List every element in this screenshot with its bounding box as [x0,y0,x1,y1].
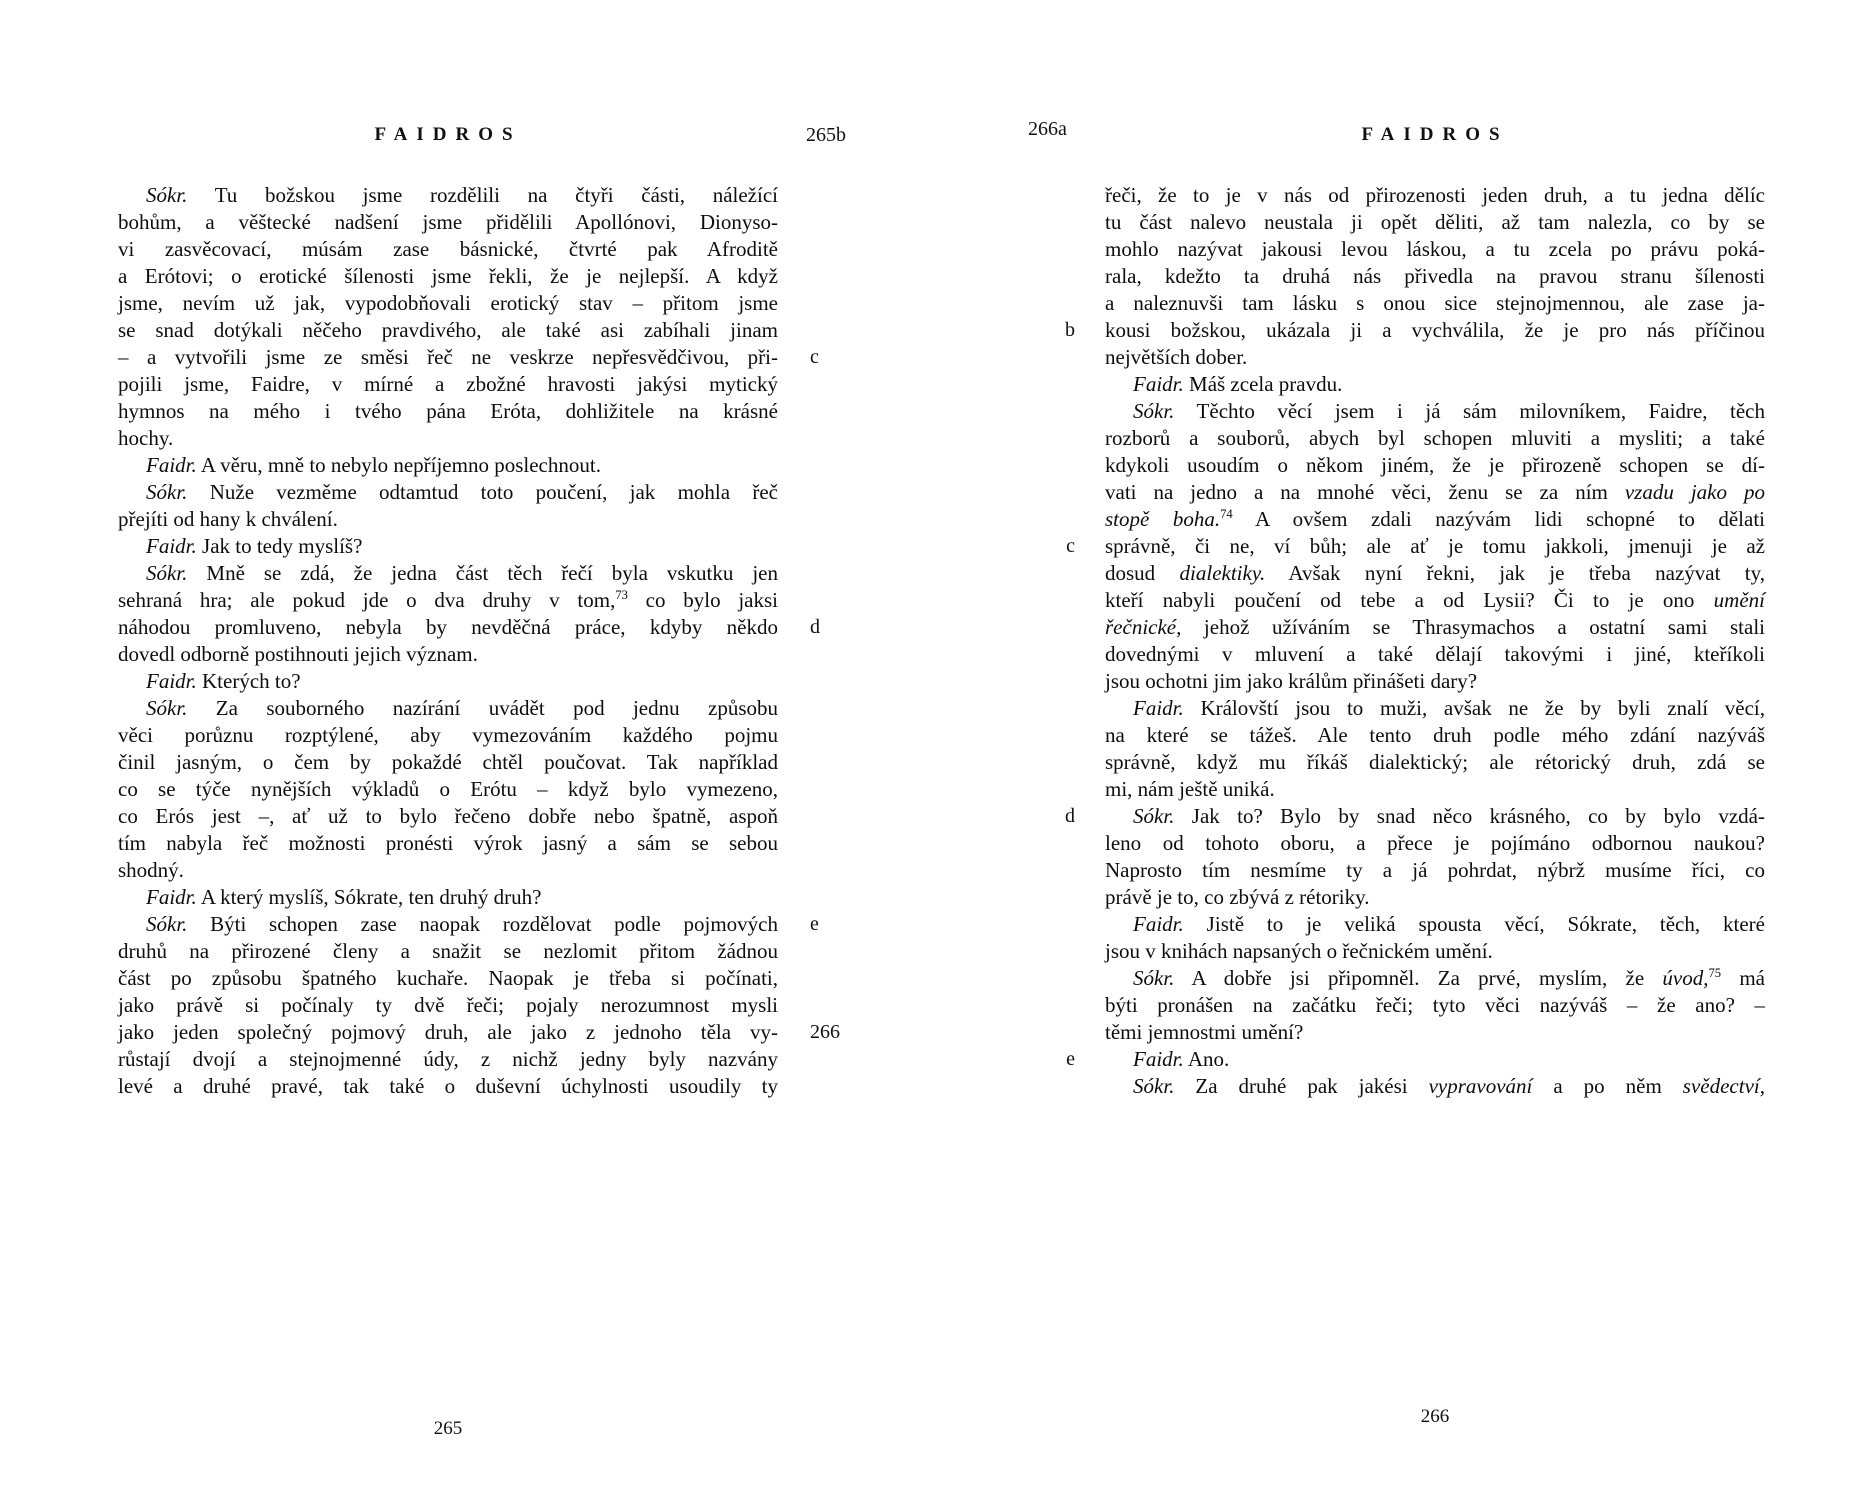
text-segment: Za souborného nazírání uvádět pod jednu způsobu [187,696,778,720]
text-segment: věci porůznu rozptýlené, aby vymezováním každého pojmu [118,723,778,747]
text-line [1105,344,1765,371]
text-segment: leno od tohoto oboru, a přece je pojímáno odbornou naukou? [1105,831,1765,855]
text-segment: růstají dvojí a stejnojmenné údy, z nichž jedny byly nazvány [118,1047,778,1071]
text-line [1105,479,1765,506]
text-segment: býti pronášen na začátku řeči; tyto věci nazýváš – že ano? – [1105,993,1765,1017]
text-line [118,533,778,560]
text-line [1105,911,1765,938]
text-block-right [1065,182,1766,1100]
text-segment: Kterých to? [196,669,301,693]
text-segment: Faidr. [1133,372,1184,396]
page-number-right: 266 [1420,1406,1450,1427]
text-line [118,317,778,344]
text-segment: jsou ochotni jim jako králům přinášeti dary? [1105,669,1478,693]
text-segment: A dobře jsi připomněl. Za prvé, myslím, že [1174,966,1663,990]
text-segment: Sókr. [146,183,188,207]
text-line [1105,587,1765,614]
text-segment: náhodou promluveno, nebyla by nevděčná práce, kdyby někdo [118,615,778,639]
text-line [118,506,778,533]
text-segment: stopě boha. [1105,507,1221,531]
text-line [1105,452,1765,479]
text-segment: Máš zcela pravdu. [1183,372,1343,396]
text-segment: jako právě si počínaly ty dvě řeči; pojaly nerozumnost mysli [118,993,778,1017]
text-line [1105,938,1765,965]
text-line [118,938,778,965]
text-segment: bohům, a věštecké nadšení jsme přidělili Apollónovi, Dionyso- [118,210,778,234]
text-segment: dosud [1105,561,1180,585]
text-segment: část po způsobu špatného kuchaře. Naopak je třeba si počínati, [118,966,778,990]
stephanus-margin-marker: d [1065,805,1075,827]
text-segment: Faidr. [146,669,197,693]
text-segment: Faidr. [146,885,197,909]
text-segment: mi, nám ještě uniká. [1105,777,1275,801]
text-segment: úvod, [1662,966,1709,990]
text-line [118,452,778,479]
text-segment: Faidr. [1133,912,1184,936]
text-segment: správně, když mu říkáš dialektický; ale rétorický druh, zdá se [1105,750,1765,774]
text-segment: vypravování [1428,1074,1533,1098]
text-line [1105,749,1765,776]
text-segment: řečnické, [1105,615,1182,639]
text-line [1105,1019,1765,1046]
text-segment: jehož užíváním se Thrasymachos a ostatní sami stali [1181,615,1765,639]
stephanus-ref-right: 266a [1028,118,1067,140]
text-segment: hymnos na mého i tvého pána Eróta, dohližitele na krásné [118,399,778,423]
text-segment: Jak to? Bylo by snad něco krásného, co by bylo vzdá- [1174,804,1765,828]
text-segment: Faidr. [146,534,197,558]
text-segment: mohlo nazývat jakousi levou láskou, a tu zcela po právu poká- [1105,237,1765,261]
text-line [118,344,819,371]
text-line [1105,965,1765,992]
text-segment: Sókr. [1133,804,1175,828]
text-line [118,371,778,398]
text-line [118,479,778,506]
text-segment: kousi božskou, ukázala ji a vychválila, že je pro nás příčinou [1105,318,1765,342]
text-segment: Královští jsou to muži, avšak ne že by byli znalí věcí, [1183,696,1765,720]
text-line [118,398,778,425]
text-segment: jsou v knihách napsaných o řečnickém umění. [1105,939,1493,963]
text-segment: Sókr. [1133,1074,1175,1098]
text-line [1105,722,1765,749]
text-line [1105,425,1765,452]
text-line [1066,533,1765,560]
text-line [1105,371,1765,398]
text-line [118,965,778,992]
stephanus-margin-marker: 266 [810,1021,840,1043]
stephanus-margin-marker: d [810,616,820,638]
text-line [118,290,778,317]
text-segment: a naleznuvši tam lásku s onou sice stejnojmennou, ale zase ja- [1105,291,1765,315]
text-line [1105,236,1765,263]
text-segment: vati na jedno a na mnohé věci, ženu se za ním [1105,480,1625,504]
text-segment: řeči, že to je v nás od přirozenosti jeden druh, a tu jedna dělíc [1105,183,1765,207]
text-segment: na které se tážeš. Ale tento druh podle mého zdání nazýváš [1105,723,1765,747]
text-segment: tu část nalevo neustala ji opět děliti, až tam nalezla, co by se [1105,210,1765,234]
running-head-right: FAIDROS [1361,124,1509,145]
text-line [1105,776,1765,803]
text-line [1105,263,1765,290]
footnote-reference: 74 [1220,507,1233,521]
text-line [1105,182,1765,209]
text-line [118,182,778,209]
text-segment: kteří nabyli poučení od tebe a od Lysii? Či to je ono [1105,588,1714,612]
text-line [118,803,778,830]
text-line [118,857,778,884]
text-line [118,776,778,803]
text-block-left [118,182,840,1100]
text-segment: jako jeden společný pojmový druh, ale jako z jednoho těla vy- [118,1020,778,1044]
text-line [1105,857,1765,884]
text-segment: Za druhé pak jakési [1174,1074,1429,1098]
text-segment: Naprosto tím nesmíme ty a já pohrdat, nýbrž musíme říci, co [1105,858,1765,882]
text-segment: co Erós jest –, ať už to bylo řečeno dobře nebo špatně, aspoň [118,804,778,828]
text-line [1105,695,1765,722]
text-segment: svědectví, [1682,1074,1765,1098]
text-line [118,1046,778,1073]
text-segment: Býti schopen zase naopak rozdělovat podle pojmových [187,912,778,936]
text-segment: co se týče nynějších výkladů o Erótu – když bylo vymezeno, [118,777,778,801]
stephanus-margin-marker: e [1066,1048,1075,1070]
text-segment: tím nabyla řeč možnosti pronésti výrok jasný a sám se sebou [118,831,778,855]
text-segment: co bylo jaksi [627,588,778,612]
text-line [1105,641,1765,668]
text-segment: sehraná hra; ale pokud jde o dva druhy v tom, [118,588,616,612]
text-line [118,695,778,722]
text-line [118,263,778,290]
stephanus-margin-marker: b [1065,319,1075,341]
text-segment: činil jasným, o čem by pokaždé chtěl poučovat. Tak například [118,750,778,774]
text-segment: Faidr. [1133,696,1184,720]
stephanus-margin-marker: e [810,913,819,935]
text-line [118,641,778,668]
text-line [1105,209,1765,236]
stephanus-margin-marker: c [1066,535,1075,557]
text-segment: Mně se zdá, že jedna část těch řečí byla vskutku jen [187,561,778,585]
text-line [118,209,778,236]
text-line [118,722,778,749]
text-segment: A věru, mně to nebylo nepříjemno poslechnout. [196,453,601,477]
text-line [118,830,778,857]
text-line [1105,830,1765,857]
text-segment: a Erótovi; o erotické šílenosti jsme řekli, že je nejlepší. A když [118,264,778,288]
text-segment: a po něm [1532,1074,1683,1098]
text-segment: dialektiky. [1179,561,1266,585]
text-line [1065,317,1765,344]
text-segment: Faidr. [146,453,197,477]
text-line [118,587,778,614]
text-segment: Jistě to je veliká spousta věcí, Sókrate, těch, které [1183,912,1765,936]
text-line [1105,668,1765,695]
text-line [118,560,778,587]
text-line [1105,290,1765,317]
text-segment: jsme, nevím už jak, vypodobňovali erotický stav – přitom jsme [118,291,778,315]
text-line [1065,803,1765,830]
text-line [1105,506,1765,533]
text-segment: přejíti od hany k chválení. [118,507,338,531]
text-segment: se snad dotýkali něčeho pravdivého, ale také asi zabíhali jinam [118,318,778,342]
text-segment: Sókr. [1133,966,1175,990]
text-segment: Jak to tedy myslíš? [196,534,363,558]
text-segment: vzadu jako po [1624,480,1765,504]
text-segment: A který myslíš, Sókrate, ten druhý druh? [196,885,542,909]
text-segment: dovedl odborně postihnouti jejich význam. [118,642,478,666]
text-line [118,884,778,911]
page-number-left: 265 [433,1418,463,1439]
text-segment: dovednými v mluvení a také dělají takovými i jiné, kteříkoli [1105,642,1765,666]
text-segment: Nuže vezměme odtamtud toto poučení, jak mohla řeč [187,480,778,504]
text-segment: pojili jsme, Faidre, v mírné a zbožné hravosti jakýsi mytický [118,372,778,396]
text-segment: rozborů a souborů, abych byl schopen mluviti a mysliti; a také [1105,426,1765,450]
text-segment: Tu božskou jsme rozdělili na čtyři části, náležící [187,183,778,207]
text-line [1105,614,1765,641]
text-segment: A ovšem zdali nazývám lidi schopné to dělati [1232,507,1765,531]
footnote-reference: 73 [615,588,628,602]
text-line [1105,992,1765,1019]
stephanus-ref-left: 265b [806,124,846,146]
text-segment: Ano. [1183,1047,1230,1071]
text-segment: Sókr. [146,480,188,504]
text-segment: kdykoli usoudím o někom jiném, že je přirozeně schopen se dí- [1105,453,1765,477]
text-segment: umění [1713,588,1765,612]
text-line [1105,884,1765,911]
text-line [1105,560,1765,587]
text-segment: druhů na přirozené členy a snažit se nezlomit přitom žádnou [118,939,778,963]
text-segment: správně, či ne, ví bůh; ale ať je tomu jakkoli, jmenuji je až [1105,534,1765,558]
text-line [118,992,778,1019]
text-segment: Sókr. [146,912,188,936]
text-line [118,236,778,263]
text-segment: levé a druhé pravé, tak také o duševní úchylnosti usoudily ty [118,1074,778,1098]
text-segment: Sókr. [1133,399,1175,423]
text-line [1105,1073,1765,1100]
text-segment: shodný. [118,858,184,882]
text-line [1066,1046,1765,1073]
text-line [118,1073,778,1100]
text-segment: právě je to, co zbývá z rétoriky. [1105,885,1370,909]
text-line [118,1019,840,1046]
stephanus-margin-marker: c [810,346,819,368]
text-line [118,425,778,452]
text-line [1105,398,1765,425]
text-segment: Sókr. [146,561,188,585]
text-segment: má [1721,966,1766,990]
text-segment: hochy. [118,426,174,450]
text-segment: rala, kdežto ta druhá nás přivedla na pravou stranu šílenosti [1105,264,1765,288]
footnote-reference: 75 [1708,966,1722,980]
text-segment: Avšak nyní řekni, jak je třeba nazývat ty, [1265,561,1765,585]
running-head-left: FAIDROS [374,124,522,145]
text-segment: vi zasvěcovací, músám zase básnické, čtvrté pak Afroditě [118,237,778,261]
text-line [118,614,820,641]
text-segment: – a vytvořili jsme ze směsi řeč ne veskrze nepřesvědčivou, při- [118,345,778,369]
text-segment: Faidr. [1133,1047,1184,1071]
text-line [118,911,819,938]
text-segment: těmi jemnostmi umění? [1105,1020,1304,1044]
text-line [118,668,778,695]
text-segment: největších dober. [1105,345,1248,369]
text-segment: Sókr. [146,696,188,720]
text-segment: Těchto věcí jsem i já sám milovníkem, Faidre, těch [1174,399,1765,423]
text-line [118,749,778,776]
